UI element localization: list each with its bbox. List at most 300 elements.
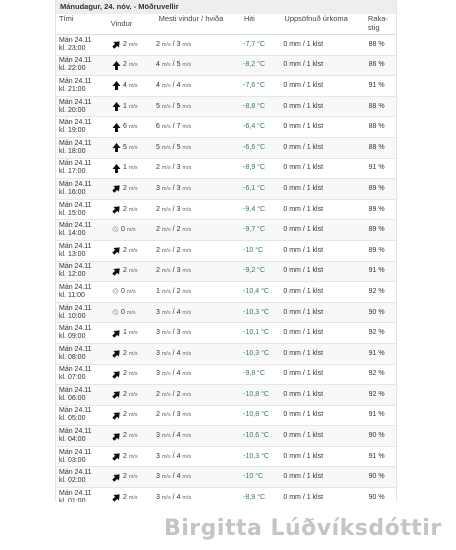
cell-time [56,222,108,238]
cell-humidity: 92 % [368,287,385,295]
max-wind: 2 [155,390,160,398]
cell-gust: 3 m/s / 4 m/s [155,370,192,378]
cell-time [56,140,108,156]
panel-title: Mánudagur, 24. nóv. - Möðruvellir [56,0,396,14]
max-wind-unit: m/s [161,268,171,275]
cell-hour: kl. 01:00 [59,497,86,502]
header-humidity: Raka- stig [367,14,388,32]
gust-unit: m/s [182,453,192,460]
max-wind: 3 [155,370,160,378]
cell-temperature: -8,2 °C [243,61,266,69]
wind-unit: m/s [126,288,136,295]
cell-temperature: -7,6 °C [243,81,266,89]
cell-time [56,346,108,362]
cell-temperature: -10,8 °C [243,411,269,419]
wind-unit: m/s [126,227,136,234]
cell-gust: 3 m/s / 4 m/s [155,432,192,440]
wind-direction-arrow-icon [112,329,121,338]
cell-wind [108,390,153,399]
cell-time [56,449,108,465]
cell-humidity: 88 % [368,143,385,151]
cell-temperature: -7,7 °C [243,40,266,48]
wind-direction-arrow-icon [112,40,121,49]
cell-wind [108,102,153,111]
cell-humidity: 91 % [368,164,385,172]
cell-gust: 4 m/s / 4 m/s [155,81,192,89]
cell-time [56,366,108,382]
cell-date: Mán 24.11 [59,139,92,147]
cell-gust: 3 m/s / 4 m/s [155,493,192,501]
cell-gust: 6 m/s / 7 m/s [155,123,192,131]
table-row [56,159,396,180]
max-wind-unit: m/s [161,124,171,131]
wind-unit: m/s [128,247,138,254]
max-wind: 2 [155,226,160,234]
gust-speed: 3 [176,40,181,48]
gust-unit: m/s [182,165,192,172]
cell-gust: 5 m/s / 5 m/s [155,102,192,110]
wind-unit: m/s [128,433,138,440]
header-gust: Mesti vindur / hviða [158,14,224,23]
cell-temperature: -6,4 °C [243,123,266,131]
cell-hour: kl. 08:00 [59,353,86,361]
max-wind: 5 [155,102,160,110]
cell-precipitation: 0 mm / 1 klst [283,432,324,440]
cell-precipitation: 0 mm / 1 klst [283,287,324,295]
gust-speed: 4 [176,349,181,357]
max-wind: 3 [155,329,160,337]
cell-hour: kl. 19:00 [59,127,86,135]
cell-wind [108,205,153,214]
cell-gust: 4 m/s / 5 m/s [155,61,192,69]
cell-precipitation: 0 mm / 1 klst [283,184,324,192]
gust-speed: 3 [176,184,181,192]
cell-hour: kl. 13:00 [59,250,86,258]
wind-direction-arrow-icon [112,493,121,502]
max-wind-unit: m/s [161,391,171,398]
cell-wind [108,143,153,152]
cell-hour: kl. 05:00 [59,415,86,423]
cell-date: Mán 24.11 [59,222,92,230]
cell-date: Mán 24.11 [59,345,92,353]
max-wind-unit: m/s [161,185,171,192]
wind-speed: 2 [122,246,127,254]
max-wind: 3 [155,349,160,357]
cell-humidity: 90 % [368,308,385,316]
cell-time [56,160,108,176]
wind-unit: m/s [128,62,138,69]
cell-precipitation: 0 mm / 1 klst [283,102,324,110]
cell-hour: kl. 06:00 [59,394,86,402]
wind-speed: 2 [122,452,127,460]
cell-gust: 2 m/s / 2 m/s [155,246,192,254]
cell-date: Mán 24.11 [59,386,92,394]
max-wind: 5 [155,143,160,151]
cell-time [56,284,108,300]
wind-speed: 2 [122,432,127,440]
cell-time [56,428,108,444]
cell-humidity: 89 % [368,184,385,192]
max-wind-unit: m/s [161,433,171,440]
wind-direction-arrow-icon [112,123,121,132]
cell-temperature: -6,1 °C [243,184,266,192]
cell-temperature: -10,3 °C [243,349,269,357]
max-wind-unit: m/s [161,103,171,110]
cell-hour: kl. 12:00 [59,271,86,279]
max-wind: 3 [155,493,160,501]
gust-unit: m/s [182,494,192,501]
cell-humidity: 91 % [368,349,385,357]
cell-time [56,490,108,502]
wind-speed: 6 [122,123,127,131]
cell-temperature: -9,7 °C [243,226,266,234]
table-header [56,14,396,35]
max-wind: 2 [155,246,160,254]
wind-speed: 2 [122,473,127,481]
table-row [56,56,396,77]
gust-unit: m/s [182,268,192,275]
cell-temperature: -10,8 °C [243,390,269,398]
cell-wind [108,370,153,379]
max-wind-unit: m/s [161,371,171,378]
wind-direction-arrow-icon [112,370,121,379]
cell-temperature: -10,1 °C [243,329,269,337]
gust-unit: m/s [182,433,192,440]
cell-gust: 5 m/s / 5 m/s [155,143,192,151]
cell-wind [108,81,153,90]
cell-date: Mán 24.11 [59,428,92,436]
cell-date: Mán 24.11 [59,77,92,85]
cell-time [56,181,108,197]
calm-wind-icon: ♲ [111,286,120,296]
cell-wind [108,452,153,461]
cell-gust: 1 m/s / 2 m/s [155,287,192,295]
cell-wind [108,473,153,482]
wind-speed: 2 [122,411,127,419]
cell-gust: 2 m/s / 3 m/s [155,267,192,275]
cell-hour: kl. 14:00 [59,230,86,238]
max-wind-unit: m/s [161,330,171,337]
max-wind: 4 [155,81,160,89]
wind-unit: m/s [128,41,138,48]
max-wind: 1 [155,287,160,295]
wind-speed: 0 [120,287,125,295]
table-row [56,467,396,488]
wind-unit: m/s [128,453,138,460]
wind-unit: m/s [128,371,138,378]
wind-direction-arrow-icon [112,246,121,255]
cell-hour: kl. 17:00 [59,168,86,176]
wind-speed: 1 [122,329,127,337]
wind-direction-arrow-icon [112,81,121,90]
max-wind: 4 [155,61,160,69]
wind-speed: 2 [122,493,127,501]
max-wind: 3 [155,452,160,460]
max-wind: 2 [155,164,160,172]
gust-unit: m/s [182,206,192,213]
cell-gust: 3 m/s / 4 m/s [155,452,192,460]
cell-precipitation: 0 mm / 1 klst [283,267,324,275]
gust-unit: m/s [182,474,192,481]
gust-unit: m/s [182,41,192,48]
cell-date: Mán 24.11 [59,407,92,415]
cell-wind [108,40,153,49]
wind-direction-arrow-icon [112,411,121,420]
cell-gust: 2 m/s / 3 m/s [155,40,192,48]
cell-hour: kl. 22:00 [59,65,86,73]
cell-date: Mán 24.11 [59,325,92,333]
wind-speed: 1 [122,164,127,172]
wind-direction-arrow-icon [112,432,121,441]
cell-humidity: 88 % [368,123,385,131]
wind-direction-arrow-icon [112,473,121,482]
cell-date: Mán 24.11 [59,283,92,291]
cell-hour: kl. 15:00 [59,209,86,217]
wind-unit: m/s [128,412,138,419]
cell-date: Mán 24.11 [59,119,92,127]
cell-precipitation: 0 mm / 1 klst [283,40,324,48]
cell-date: Mán 24.11 [59,263,92,271]
cell-precipitation: 0 mm / 1 klst [283,226,324,234]
max-wind: 6 [155,123,160,131]
cell-hour: kl. 21:00 [59,85,86,93]
wind-speed: 2 [122,370,127,378]
cell-humidity: 89 % [368,205,385,213]
cell-precipitation: 0 mm / 1 klst [283,308,324,316]
cell-gust: 3 m/s / 4 m/s [155,308,192,316]
cell-gust: 3 m/s / 3 m/s [155,329,192,337]
cell-date: Mán 24.11 [59,36,92,44]
wind-speed: 2 [122,390,127,398]
cell-hour: kl. 11:00 [59,291,85,299]
cell-time [56,243,108,259]
cell-hour: kl. 02:00 [59,477,86,485]
cell-precipitation: 0 mm / 1 klst [283,61,324,69]
max-wind-unit: m/s [161,412,171,419]
calm-wind-icon: ♲ [111,225,120,235]
cell-gust: 2 m/s / 3 m/s [155,411,192,419]
cell-humidity: 90 % [368,473,385,481]
cell-temperature: -9,8 °C [243,370,266,378]
cell-date: Mán 24.11 [59,98,92,106]
wind-speed: 2 [122,61,127,69]
header-time: Tími [59,14,74,23]
cell-gust: 3 m/s / 4 m/s [155,473,192,481]
cell-hour: kl. 07:00 [59,374,86,382]
cell-humidity: 89 % [368,226,385,234]
cell-humidity: 92 % [368,370,385,378]
header-temp: Hiti [243,14,255,23]
cell-precipitation: 0 mm / 1 klst [283,329,324,337]
gust-speed: 4 [176,452,181,460]
table-row [56,344,396,365]
cell-hour: kl. 18:00 [59,147,86,155]
max-wind-unit: m/s [161,309,171,316]
gust-speed: 3 [176,329,181,337]
gust-speed: 5 [176,61,181,69]
gust-speed: 2 [176,246,181,254]
cell-time [56,387,108,403]
cell-time [56,305,108,321]
wind-unit: m/s [126,309,136,316]
wind-speed: 5 [122,143,127,151]
cell-time [56,119,108,135]
wind-speed: 2 [122,349,127,357]
table-row [56,200,396,221]
cell-precipitation: 0 mm / 1 klst [283,164,324,172]
cell-wind [108,411,153,420]
cell-time [56,263,108,279]
cell-wind [108,61,153,70]
max-wind-unit: m/s [161,165,171,172]
cell-temperature: -10 °C [243,473,264,481]
wind-unit: m/s [128,350,138,357]
cell-date: Mán 24.11 [59,366,92,374]
gust-speed: 4 [176,493,181,501]
cell-time [56,37,108,53]
table-row [56,76,396,97]
gust-speed: 4 [176,473,181,481]
max-wind: 2 [155,411,160,419]
max-wind-unit: m/s [161,453,171,460]
table-row [56,488,396,502]
cell-wind [108,493,153,502]
wind-speed: 0 [120,226,125,234]
max-wind: 2 [155,40,160,48]
gust-unit: m/s [182,227,192,234]
watermark-signature: Birgitta Lúðvíksdóttir [164,516,442,541]
cell-humidity: 90 % [368,432,385,440]
table-row [56,282,396,303]
gust-unit: m/s [182,62,192,69]
wind-speed: 2 [122,205,127,213]
max-wind-unit: m/s [161,247,171,254]
cell-date: Mán 24.11 [59,57,92,65]
cell-hour: kl. 09:00 [59,333,86,341]
max-wind-unit: m/s [161,288,171,295]
gust-unit: m/s [182,82,192,89]
table-row [56,220,396,241]
max-wind: 2 [155,267,160,275]
max-wind-unit: m/s [161,474,171,481]
wind-direction-arrow-icon [112,143,121,152]
cell-hour: kl. 20:00 [59,106,86,114]
wind-unit: m/s [128,391,138,398]
gust-unit: m/s [182,144,192,151]
cell-temperature: -9,4 °C [243,205,266,213]
gust-speed: 2 [176,390,181,398]
max-wind-unit: m/s [161,206,171,213]
wind-speed: 2 [122,40,127,48]
wind-unit: m/s [128,494,138,501]
cell-gust: 2 m/s / 2 m/s [155,390,192,398]
wind-unit: m/s [128,165,138,172]
cell-wind [108,246,153,255]
table-row [56,35,396,56]
table-row [56,97,396,118]
cell-temperature: -6,6 °C [243,143,266,151]
cell-wind [108,164,153,173]
wind-direction-arrow-icon [112,61,121,70]
gust-unit: m/s [182,350,192,357]
max-wind-unit: m/s [161,82,171,89]
cell-precipitation: 0 mm / 1 klst [283,205,324,213]
observation-table-body [56,35,396,502]
cell-humidity: 86 % [368,61,385,69]
cell-humidity: 88 % [368,40,385,48]
calm-wind-icon: ♲ [111,307,120,317]
cell-humidity: 90 % [368,493,385,501]
wind-unit: m/s [128,330,138,337]
wind-unit: m/s [128,206,138,213]
cell-temperature: -10,3 °C [243,308,269,316]
wind-direction-arrow-icon [112,349,121,358]
wind-unit: m/s [128,185,138,192]
wind-unit: m/s [128,474,138,481]
cell-temperature: -10 °C [243,246,264,254]
cell-gust: 3 m/s / 3 m/s [155,184,192,192]
gust-speed: 2 [176,287,181,295]
cell-precipitation: 0 mm / 1 klst [283,452,324,460]
cell-wind [108,309,153,317]
max-wind-unit: m/s [161,494,171,501]
header-rain: Uppsöfnuð úrkoma [284,14,348,23]
wind-unit: m/s [128,103,138,110]
wind-speed: 2 [122,267,127,275]
cell-time [56,325,108,341]
cell-humidity: 92 % [368,329,385,337]
cell-hour: kl. 23:00 [59,44,86,52]
max-wind: 3 [155,308,160,316]
wind-unit: m/s [128,124,138,131]
table-row [56,426,396,447]
cell-precipitation: 0 mm / 1 klst [283,370,324,378]
wind-direction-arrow-icon [112,102,121,111]
table-row [56,241,396,262]
gust-speed: 4 [176,308,181,316]
gust-speed: 4 [176,81,181,89]
table-row [56,262,396,283]
cell-precipitation: 0 mm / 1 klst [283,349,324,357]
cell-time [56,469,108,485]
cell-temperature: -10,6 °C [243,432,269,440]
cell-humidity: 89 % [368,246,385,254]
table-row [56,385,396,406]
cell-temperature: -10,3 °C [243,452,269,460]
table-row [56,323,396,344]
gust-unit: m/s [182,371,192,378]
gust-speed: 4 [176,432,181,440]
gust-unit: m/s [182,103,192,110]
max-wind: 3 [155,432,160,440]
cell-humidity: 88 % [368,102,385,110]
cell-gust: 3 m/s / 4 m/s [155,349,192,357]
max-wind-unit: m/s [161,227,171,234]
max-wind: 3 [155,184,160,192]
gust-speed: 7 [176,123,181,131]
gust-unit: m/s [182,412,192,419]
cell-wind [108,329,153,338]
cell-gust: 2 m/s / 3 m/s [155,205,192,213]
cell-date: Mán 24.11 [59,242,92,250]
wind-direction-arrow-icon [112,184,121,193]
wind-speed: 2 [122,184,127,192]
cell-humidity: 91 % [368,411,385,419]
cell-precipitation: 0 mm / 1 klst [283,390,324,398]
cell-humidity: 91 % [368,452,385,460]
cell-wind [108,184,153,193]
cell-wind [108,432,153,441]
